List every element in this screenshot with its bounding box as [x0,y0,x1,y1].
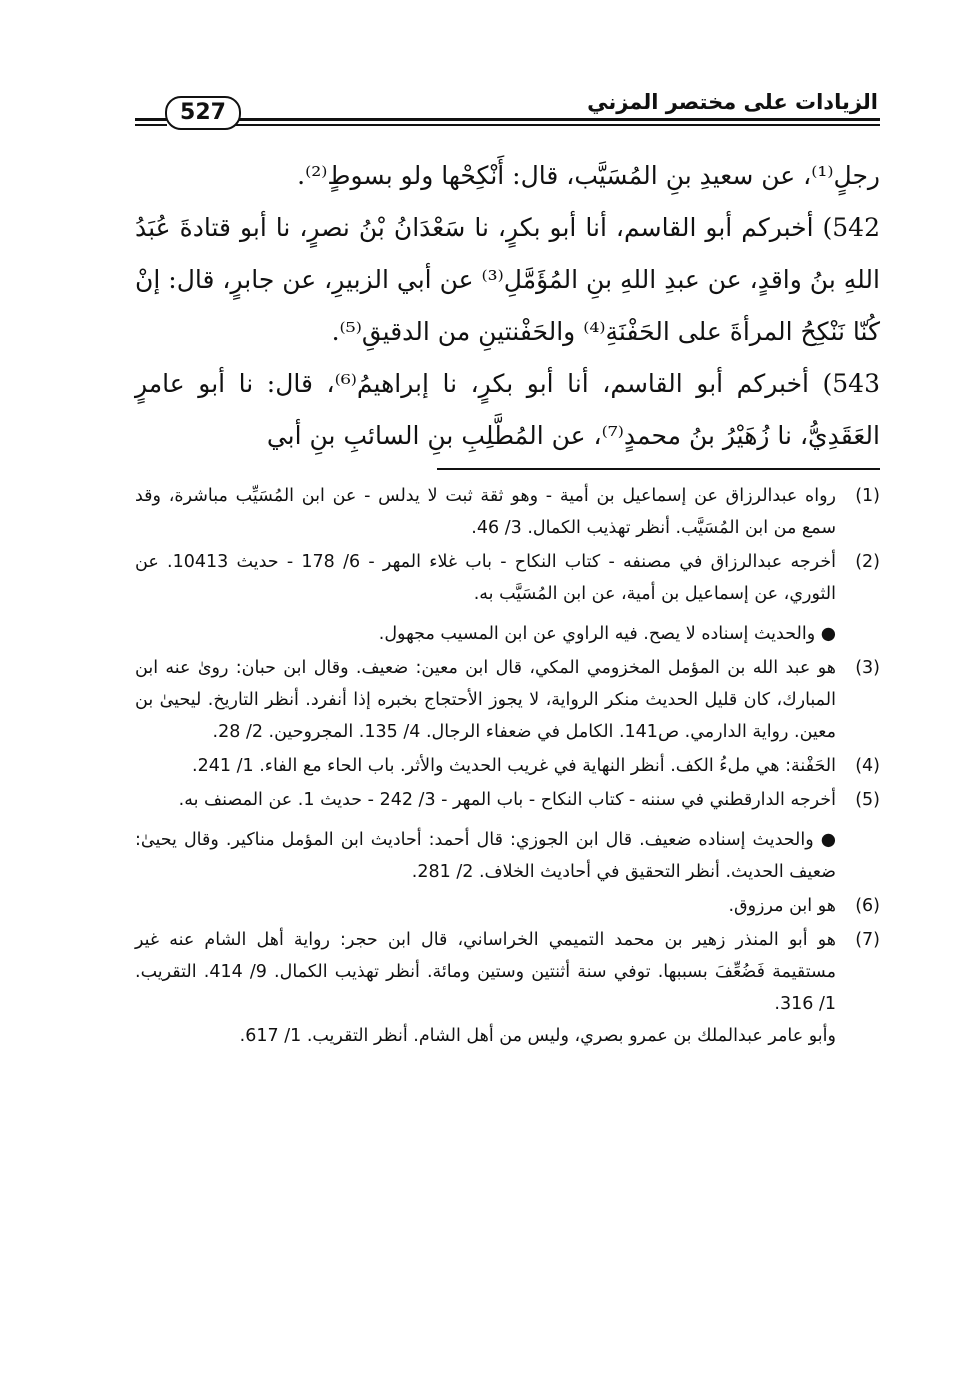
footnote-note: ● والحديث إسناده ضعيف. قال ابن الجوزي: قال أحمد: أحاديث ابن المؤمل مناكير. وقال يحيىٰ: ضعيف الحديث. أنظر التحقيق في أحاديث الخلاف. 2/ 281. [135,830,836,882]
footnote-text: هو أبو المنذر زهير بن محمد التميمي الخراساني، قال ابن حجر: رواية أهل الشام عنه غير مستقيمة فَضُعِّفَ بسببها. توفي سنة أثنتين وستين ومائة. أنظر تهذيب الكمال. 9/ 414. التقريب. 1/ 316. [135,930,836,1014]
page-number: 527 [165,96,241,130]
footnote-mark: (2) [855,552,880,572]
footnote-mark: (6) [855,896,880,916]
footnote-text: الحَفْنة: هي ملءُ الكف. أنظر النهاية في غريب الحديث والأثر. باب الحاء مع الفاء. 1/ 241. [192,756,836,776]
header-rule-left-thin [135,124,167,126]
page-header [135,92,880,132]
hadith-543: 543) أخبركم أبو القاسم، أنا أبو بكرٍ، نا إبراهيمُ⁽⁶⁾، قال: نا أبو عامرٍ العَقَدِيُّ، نا زُهَيْرُ بنُ محمدٍ⁽⁷⁾، عن المُطَّلِبِ بنِ السائبِ بنِ أبي [135,369,880,450]
footnote-text: أخرجه عبدالرزاق في مصنفه - كتاب النكاح - باب غلاء المهر - 6/ 178 - حديث 10413. عن الثوري، عن إسماعيل بن أمية، عن ابن المُسَيَّب به. [135,552,837,604]
footnote-mark: (1) [855,486,880,506]
footnote-7 [135,924,880,1052]
body-line-continuation: رجلٍ⁽¹⁾، عن سعيدِ بنِ المُسَيَّب، قال: أَنْكِحْها ولو بسوطٍ⁽²⁾. [297,161,880,190]
main-text [135,150,880,462]
footnote-note: ● والحديث إسناده لا يصح. فيه الراوي عن ابن المسيب مجهول. [378,624,836,644]
footnote-divider [437,468,880,470]
footnote-mark: (5) [855,790,880,810]
footnote-2 [135,546,880,650]
footnote-text: رواه عبدالرزاق عن إسماعيل بن أمية - وهو ثقة ثبت لا يدلس - عن ابن المُسَيِّب مباشرة، وقد سمع من ابن المُسَيَّب. أنظر تهذيب الكمال. 3/ 46. [135,486,836,538]
footnote-5 [135,784,880,888]
footnote-text: هو ابن مرزوق. [728,896,836,916]
footnote-4 [135,750,880,782]
footnote-text: هو عبد الله بن المؤمل المخزومي المكي، قال ابن معين: ضعيف. وقال ابن حبان: روىٰ عنه ابن المبارك، كان قليل الحديث منكر الرواية، لا يجوز الأحتجاج بخبره إذا أنفرد. أنظر التاريخ. ليحيىٰ بن معين. رواية الدارمي. ص141. الكامل في ضعفاء الرجال. 4/ 135. المجروحين. 2/ 28. [135,658,836,742]
footnote-mark: (7) [855,930,880,950]
footnote-6 [135,890,880,922]
running-title: الزيادات على مختصر المزني [577,90,878,114]
footnote-mark: (4) [855,756,880,776]
footnote-mark: (3) [855,658,880,678]
header-rule [235,118,880,121]
hadith-542: 542) أخبركم أبو القاسم، أنا أبو بكرٍ، نا سَعْدَانُ بْنُ نصرٍ، نا أبو قتادةَ عُبَدُ اللهِ بنُ واقدٍ، عن عبدِ اللهِ بنِ المُؤَمَّلِ⁽³⁾ عن أبي الزبيرِ، عن جابرٍ، قال: إنْ كُنّا نَنْكِحُ المرأةَ على الحَفْنَةِ⁽⁴⁾ والحَفْنتينِ من الدقيقِ⁽⁵⁾. [135,213,880,346]
header-rule-left [135,118,167,121]
footnote-3 [135,652,880,748]
footnote-text: أخرجه الدارقطني في سننه - كتاب النكاح - باب المهر - 3/ 242 - حديث 1. عن المصنف به. [178,790,836,810]
footnote-text-continued: وأبو عامر عبدالملك بن عمرو بصري، وليس من أهل الشام. أنظر التقريب. 1/ 617. [239,1026,836,1046]
footnote-1 [135,480,880,544]
footnotes [135,480,880,1052]
header-rule-thin [235,124,880,126]
